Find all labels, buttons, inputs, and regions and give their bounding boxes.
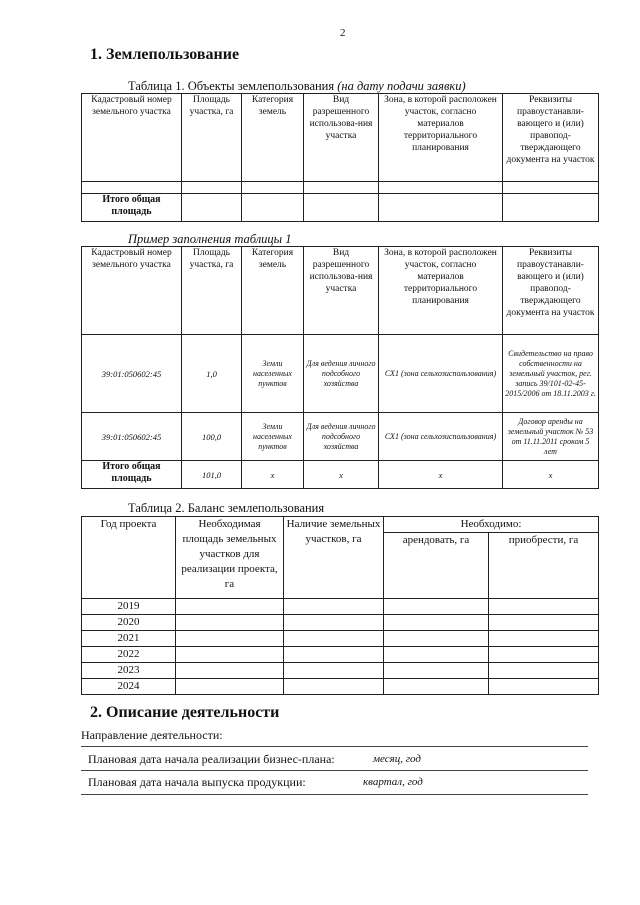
example-header-cell: Площадь участка, га: [182, 247, 242, 335]
example-cadastral: 39:01:050602:45: [82, 413, 182, 461]
table1-header-cell: Категория земель: [242, 94, 304, 182]
table2-row: [82, 663, 599, 679]
section-1-title: 1. Землепользование: [90, 46, 240, 63]
table1-cell[interactable]: [304, 194, 379, 222]
table1-cell[interactable]: [503, 194, 599, 222]
table1-header-cell: Зона, в которой расположен участок, согласно материалов территориального планирования: [379, 94, 503, 182]
table2-row: [82, 615, 599, 631]
table2-cell[interactable]: [384, 615, 489, 631]
table2-year: 2019: [82, 599, 176, 615]
example-header-row: [82, 247, 599, 335]
table2-cell[interactable]: [384, 679, 489, 695]
table1-caption-main: Таблица 1. Объекты землепользования: [128, 79, 338, 93]
example-row: [82, 335, 599, 413]
table2-cell[interactable]: [284, 647, 384, 663]
table2-header-rent: арендовать, га: [384, 533, 489, 599]
direction-label: Направление деятельности:: [81, 728, 223, 742]
table2-cell[interactable]: [176, 631, 284, 647]
example-document: Договор аренды на земельный участок № 53 от 11.11.2011 сроком 5 лет: [503, 413, 599, 461]
table2-header-available: Наличие земельных участков, га: [284, 517, 384, 599]
example-header-cell: Реквизиты правоустанавли-вающего и (или) правопод-тверждающего документа на участок: [503, 247, 599, 335]
section-2-title: 2. Описание деятельности: [90, 704, 280, 721]
table1-header-row: [82, 94, 599, 182]
example-document: Свидетельство на право собственности на земельный участок, рег. запись 39/101-02-45-2015/2006 от 18.11.2003 г.: [503, 335, 599, 413]
table1-empty-row: [82, 182, 599, 194]
example-cadastral: 39:01:050602:45: [82, 335, 182, 413]
table2-cell[interactable]: [284, 615, 384, 631]
table2-year: 2021: [82, 631, 176, 647]
table2-cell[interactable]: [384, 663, 489, 679]
table1-header-cell: Площадь участка, га: [182, 94, 242, 182]
table2-year: 2023: [82, 663, 176, 679]
table2-header-year: Год проекта: [82, 517, 176, 599]
example-total-label: Итого общая площадь: [82, 461, 182, 489]
table1-cell[interactable]: [82, 182, 182, 194]
table2-year: 2024: [82, 679, 176, 695]
table1-total-row: [82, 194, 599, 222]
table2-row: [82, 631, 599, 647]
table1-caption-italic: (на дату подачи заявки): [337, 79, 466, 93]
table2-cell[interactable]: [284, 631, 384, 647]
table2-cell[interactable]: [176, 599, 284, 615]
table2-header-required: Необходимо:: [384, 517, 599, 533]
example-header-cell: Зона, в которой расположен участок, согласно материалов территориального планирования: [379, 247, 503, 335]
example-area: 1,0: [182, 335, 242, 413]
release-date-value[interactable]: квартал, год: [363, 776, 423, 788]
example-total-row: [82, 461, 599, 489]
start-date-label: Плановая дата начала реализации бизнес-плана:: [88, 752, 335, 766]
example-zone: СХ1 (зона сельхозиспользования): [379, 413, 503, 461]
example-total-x: x: [304, 461, 379, 489]
table2-row: [82, 599, 599, 615]
table2: [81, 516, 599, 695]
table2-year: 2020: [82, 615, 176, 631]
table2-row: [82, 679, 599, 695]
example-total-x: x: [379, 461, 503, 489]
table2-cell[interactable]: [384, 631, 489, 647]
table2-cell[interactable]: [489, 599, 599, 615]
example-total-x: x: [242, 461, 304, 489]
table1-header-cell: Вид разрешенного использова-ния участка: [304, 94, 379, 182]
table1-cell[interactable]: [182, 194, 242, 222]
example-total-area: 101,0: [182, 461, 242, 489]
table1-cell[interactable]: [379, 194, 503, 222]
example-category: Земли населенных пунктов: [242, 413, 304, 461]
table2-header-needed: Необходимая площадь земельных участков для реализации проекта, га: [176, 517, 284, 599]
table1-total-label: Итого общая площадь: [82, 194, 182, 222]
example-usage: Для ведения личного подсобного хозяйства: [304, 335, 379, 413]
table2-cell[interactable]: [176, 663, 284, 679]
table2-row: [82, 647, 599, 663]
start-date-value[interactable]: месяц, год: [373, 753, 421, 765]
table1-cell[interactable]: [182, 182, 242, 194]
table1-header-cell: Кадастровый номер земельного участка: [82, 94, 182, 182]
table2-cell[interactable]: [489, 647, 599, 663]
table2-year: 2022: [82, 647, 176, 663]
example-area: 100,0: [182, 413, 242, 461]
table2-cell[interactable]: [489, 663, 599, 679]
example-table: [81, 246, 599, 489]
release-date-field-line: [81, 794, 588, 795]
example-row: [82, 413, 599, 461]
table2-cell[interactable]: [176, 647, 284, 663]
table1-caption: [128, 79, 466, 94]
table2-header-row: [82, 517, 599, 533]
table2-cell[interactable]: [284, 663, 384, 679]
table2-cell[interactable]: [384, 647, 489, 663]
table1-cell[interactable]: [379, 182, 503, 194]
table2-cell[interactable]: [284, 599, 384, 615]
table2-cell[interactable]: [284, 679, 384, 695]
direction-field-line[interactable]: [81, 746, 588, 747]
table2-header-buy: приобрести, га: [489, 533, 599, 599]
table1-cell[interactable]: [503, 182, 599, 194]
table1-cell[interactable]: [242, 194, 304, 222]
start-date-field-line: [81, 770, 588, 771]
table1: [81, 93, 599, 222]
page-number: 2: [340, 27, 346, 39]
example-total-x: x: [503, 461, 599, 489]
example-zone: СХ1 (зона сельхозиспользования): [379, 335, 503, 413]
example-usage: Для ведения личного подсобного хозяйства: [304, 413, 379, 461]
release-date-label: Плановая дата начала выпуска продукции:: [88, 775, 306, 789]
table1-cell[interactable]: [304, 182, 379, 194]
example-header-cell: Кадастровый номер земельного участка: [82, 247, 182, 335]
table2-cell[interactable]: [176, 615, 284, 631]
example-header-cell: Вид разрешенного использова-ния участка: [304, 247, 379, 335]
table2-caption: Таблица 2. Баланс землепользования: [128, 501, 325, 515]
table2-cell[interactable]: [384, 599, 489, 615]
table2-cell[interactable]: [176, 679, 284, 695]
table2-cell[interactable]: [489, 679, 599, 695]
example-caption: Пример заполнения таблицы 1: [128, 232, 292, 246]
table1-header-cell: Реквизиты правоустанавли-вающего и (или) правопод-тверждающего документа на участок: [503, 94, 599, 182]
table1-cell[interactable]: [242, 182, 304, 194]
example-category: Земли населенных пунктов: [242, 335, 304, 413]
table2-cell[interactable]: [489, 615, 599, 631]
table2-cell[interactable]: [489, 631, 599, 647]
example-header-cell: Категория земель: [242, 247, 304, 335]
